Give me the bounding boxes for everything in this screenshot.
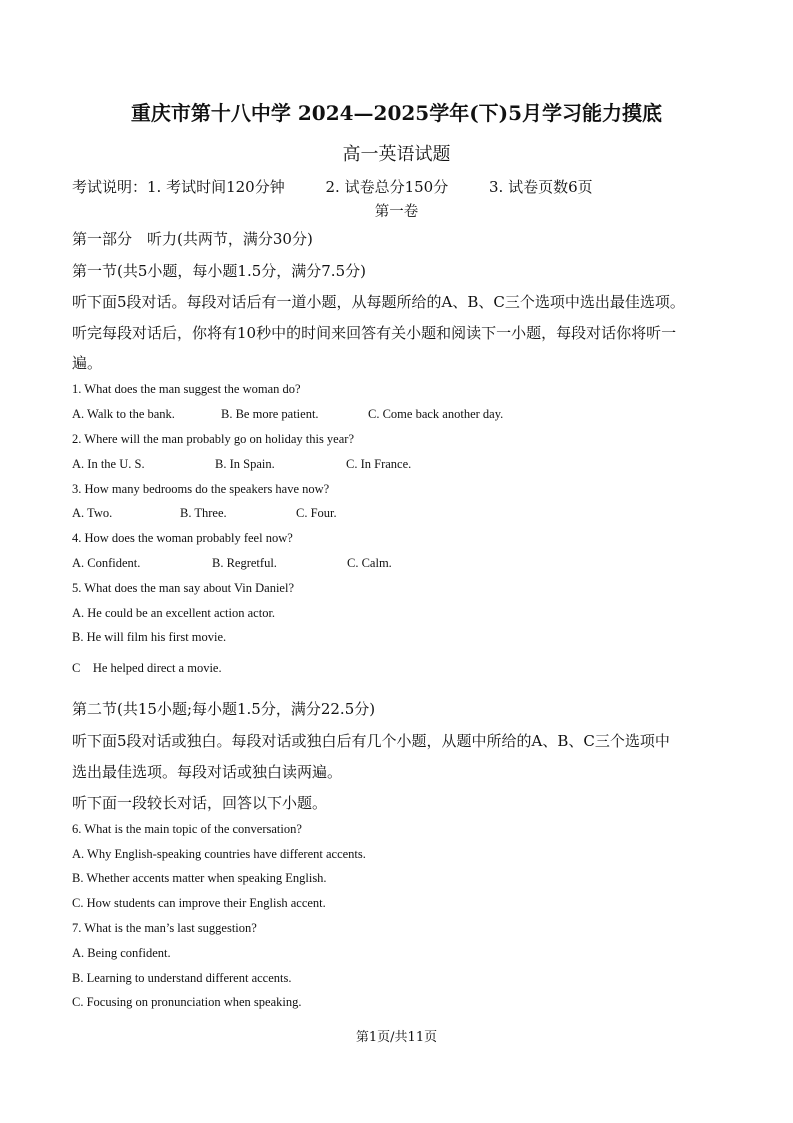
q2-option-c: C. In France. <box>346 457 412 471</box>
question-3: 3. How many bedrooms do the speakers have now? <box>72 482 330 496</box>
q1-option-c: C. Come back another day. <box>368 407 504 421</box>
q7-option-a: A. Being confident. <box>72 946 171 960</box>
q4-option-c: C. Calm. <box>347 556 392 570</box>
question-5: 5. What does the man say about Vin Daniel? <box>72 581 294 595</box>
q2-option-b: B. In Spain. <box>215 457 275 471</box>
q7-option-c: C. Focusing on pronunciation when speaking. <box>72 995 302 1009</box>
section2-instruction-1: 听下面5段对话或独白。每段对话或独白后有几个小题，从题中所给的A、B、C三个选项中 <box>72 732 670 750</box>
q1-option-a: A. Walk to the bank. <box>72 407 175 421</box>
section1-instruction-3: 遍。 <box>72 354 103 372</box>
question-7: 7. What is the man’s last suggestion? <box>72 921 257 935</box>
q5-option-b: B. He will film his first movie. <box>72 630 227 644</box>
q6-option-a: A. Why English-speaking countries have different accents. <box>72 847 366 861</box>
part1-heading: 第一部分 听力(共两节，满分30分) <box>72 230 313 248</box>
exam-info <box>72 176 593 197</box>
q7-option-b: B. Learning to understand different accents. <box>72 971 292 985</box>
question-1: 1. What does the man suggest the woman do? <box>72 382 301 396</box>
page-number: 第1页/共11页 <box>355 1030 438 1045</box>
q3-option-c: C. Four. <box>296 506 337 520</box>
q3-option-a: A. Two. <box>72 506 113 520</box>
question-6: 6. What is the main topic of the conversation? <box>72 822 302 836</box>
section1-heading: 第一节(共5小题，每小题1.5分，满分7.5分) <box>72 262 366 280</box>
q3-option-b: B. Three. <box>180 506 227 520</box>
section2-instruction-2: 选出最佳选项。每段对话或独白读两遍。 <box>72 763 343 781</box>
question-4: 4. How does the woman probably feel now? <box>72 531 293 545</box>
volume-label: 第一卷 <box>374 204 419 220</box>
section1-instruction-1: 听下面5段对话。每段对话后有一道小题，从每题所给的A、B、C三个选项中选出最佳选项。 <box>72 293 685 311</box>
question-2: 2. Where will the man probably go on holiday this year? <box>72 432 354 446</box>
section2-instruction-3: 听下面一段较长对话，回答以下小题。 <box>72 794 328 812</box>
exam-subtitle: 高一英语试题 <box>342 144 451 165</box>
section1-instruction-2: 听完每段对话后，你将有10秒中的时间来回答有关小题和阅读下一小题，每段对话你将听一 <box>72 324 677 342</box>
section2-heading: 第二节(共15小题;每小题1.5分，满分22.5分) <box>72 700 376 718</box>
q5-option-c: C He helped direct a movie. <box>72 661 222 675</box>
q2-option-a: A. In the U. S. <box>72 457 145 471</box>
exam-info-pages: 3. 试卷页数6页 <box>489 178 593 196</box>
q4-option-b: B. Regretful. <box>212 556 277 570</box>
q5-option-a: A. He could be an excellent action actor. <box>72 606 276 620</box>
exam-info-score: 2. 试卷总分150分 <box>325 178 449 196</box>
q6-option-c: C. How students can improve their English accent. <box>72 896 326 910</box>
q1-option-b: B. Be more patient. <box>221 407 319 421</box>
exam-info-time: 考试说明：1. 考试时间120分钟 <box>72 178 285 196</box>
q6-option-b: B. Whether accents matter when speaking English. <box>72 871 327 885</box>
q4-option-a: A. Confident. <box>72 556 141 570</box>
exam-title: 重庆市第十八中学 2024—2025学年(下)5月学习能力摸底 <box>130 101 663 125</box>
